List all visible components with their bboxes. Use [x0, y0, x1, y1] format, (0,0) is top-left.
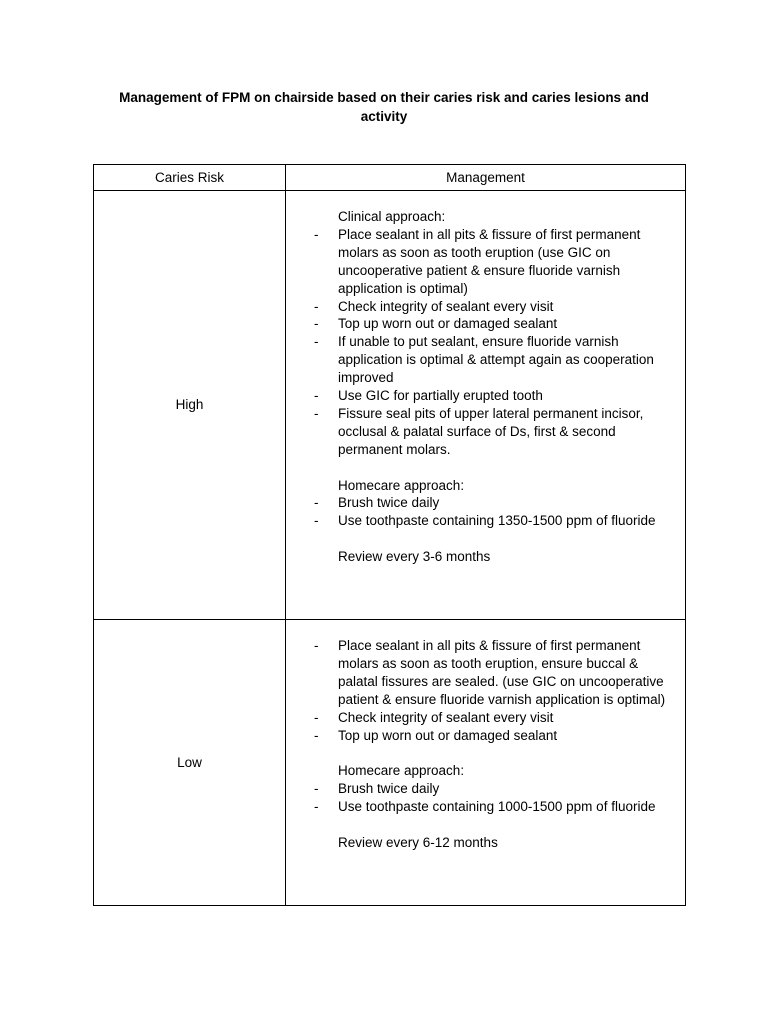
management-table: [93, 164, 686, 906]
clinical-approach-heading: Clinical approach:: [338, 209, 446, 224]
list-item: - Place sealant in all pits & fissure of first permanent molars as soon as tooth eruption (use GIC on uncooperative patient & ensure fluoride varnish application is optimal): [338, 226, 677, 298]
table-row-low: [94, 620, 686, 906]
list-item: - Use GIC for partially erupted tooth: [338, 387, 677, 405]
risk-level-low: Low: [94, 620, 286, 906]
list-item: - Place sealant in all pits & fissure of first permanent molars as soon as tooth eruption, ensure buccal & palatal fissures are sealed. (use GIC on uncooperative patient & ensure fluoride varnish application is optimal): [338, 637, 677, 709]
homecare-approach-list: [338, 780, 677, 816]
list-item: - Top up worn out or damaged sealant: [338, 315, 677, 333]
document-title: Management of FPM on chairside based on their caries risk and caries lesions and activity: [119, 90, 649, 124]
list-item: - Brush twice daily: [338, 494, 677, 512]
review-interval: Review every 6-12 months: [338, 834, 498, 850]
clinical-approach-list: [338, 226, 677, 459]
list-item: - Brush twice daily: [338, 780, 677, 798]
review-interval: Review every 3-6 months: [338, 549, 491, 565]
list-item: - Check integrity of sealant every visit: [338, 709, 677, 727]
management-low: [286, 620, 686, 906]
management-high: [286, 191, 686, 620]
homecare-approach-heading: Homecare approach:: [338, 477, 465, 493]
list-item: - Top up worn out or damaged sealant: [338, 727, 677, 745]
list-item: - Use toothpaste containing 1350-1500 ppm of fluoride: [338, 512, 677, 530]
list-item: - Fissure seal pits of upper lateral permanent incisor, occlusal & palatal surface of Ds, first & second permanent molars.: [338, 405, 677, 459]
header-caries-risk: Caries Risk: [94, 165, 286, 191]
risk-level-high: High: [94, 191, 286, 620]
clinical-approach-list: [338, 637, 677, 744]
list-item: - Check integrity of sealant every visit: [338, 298, 677, 316]
list-item: - Use toothpaste containing 1000-1500 ppm of fluoride: [338, 798, 677, 816]
table-header-row: [94, 165, 686, 191]
list-item: - If unable to put sealant, ensure fluoride varnish application is optimal & attempt again as cooperation improved: [338, 333, 677, 387]
table-row-high: [94, 191, 686, 620]
homecare-approach-list: [338, 494, 677, 530]
header-management: Management: [286, 165, 686, 191]
homecare-approach-heading: Homecare approach:: [338, 763, 465, 779]
